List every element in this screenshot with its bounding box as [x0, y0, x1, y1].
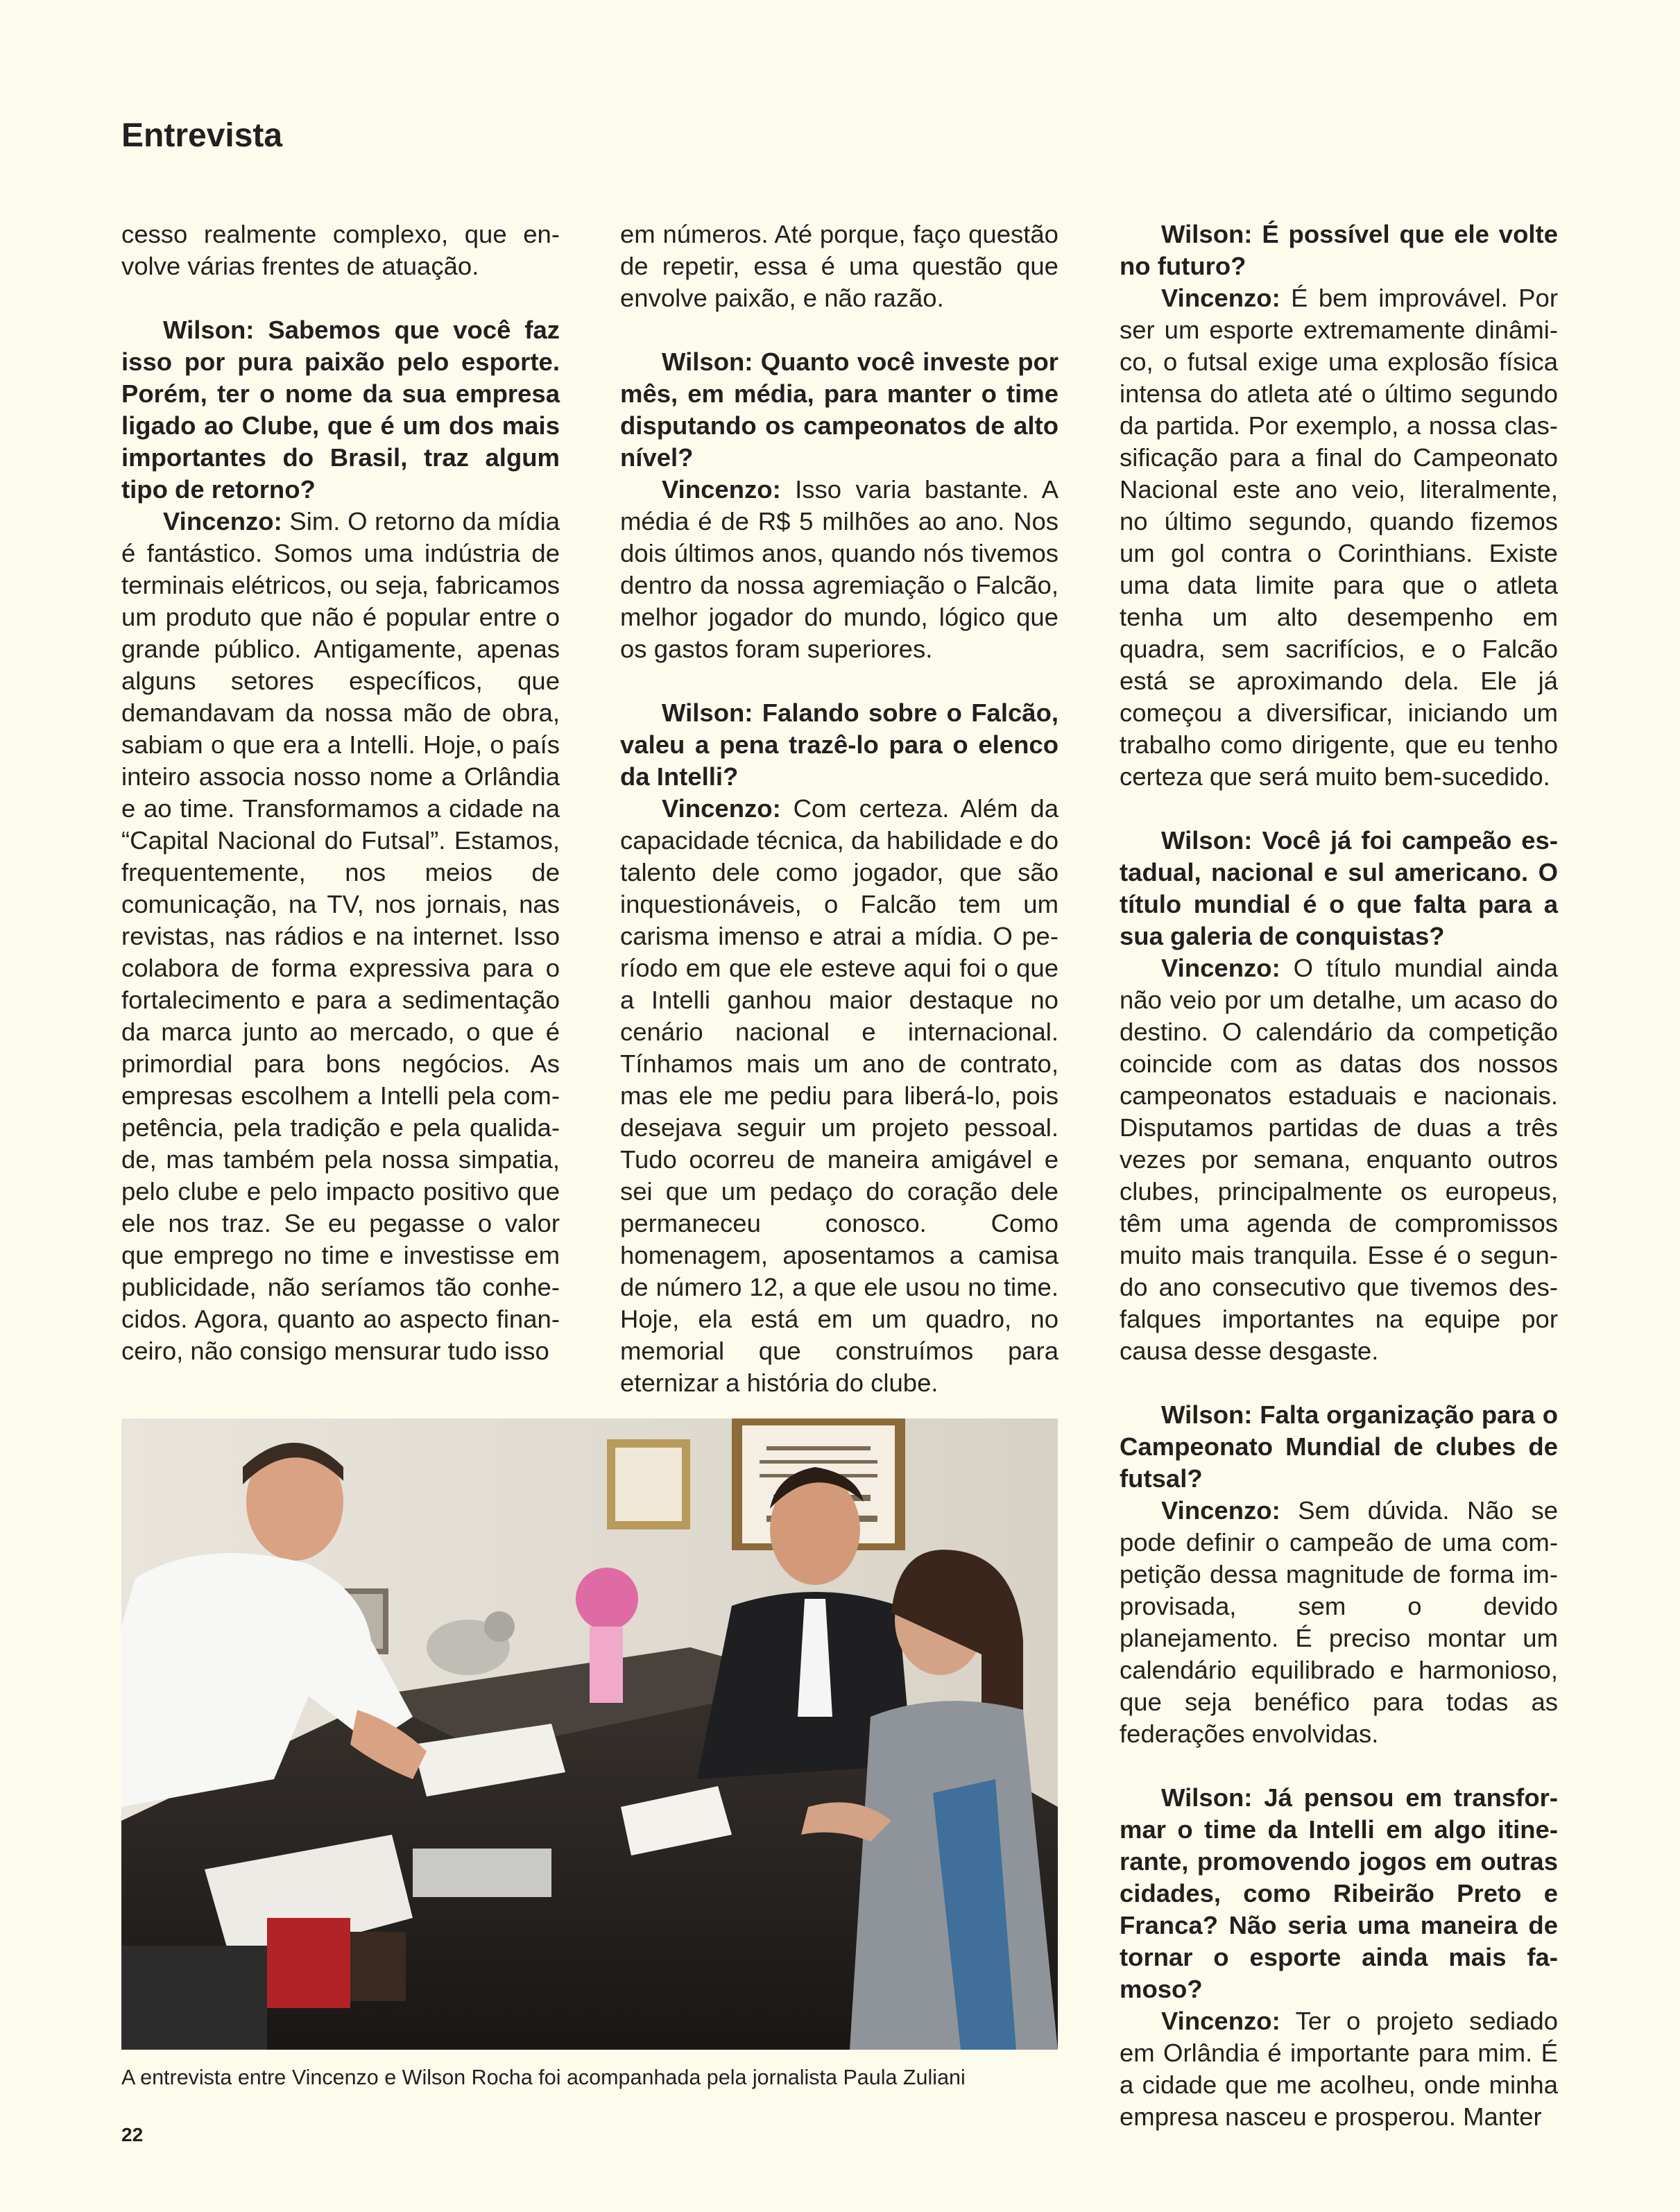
answer-text: Ter o projeto sediado em Orlândia é importante para mim. É a cidade que me acolheu, onde minha empresa nasceu e prosperou. Manter — [1120, 2007, 1558, 2131]
article-column-2 — [620, 218, 1058, 1399]
interview-question: Wilson: Falando sobre o Falcão, valeu a pena trazê-lo para o elenco da Intelli? — [620, 698, 1058, 791]
interview-answer — [620, 793, 1058, 1399]
answer-text: Sim. O retorno da mídia é fantástico. Somos uma indústria de terminais elétricos, ou seja, fabricamos um produto que não é popular entre o grande público. Antigamente, apenas alguns setores específicos, que demandavam da nossa mão de obra, sabiam o que era a Intelli. Hoje, o país inteiro associa nosso nome a Orlândia e ao time. Transformamos a cidade na “Capital Nacional do Futsal”. Estamos, frequentemente, nos meios de comunicação, na TV, nos jornais, nas revistas, nas rádios e na internet. Isso colabora de forma expressiva para o fortalecimento e para a sedimentação da marca junto ao mercado, o que é primordial para bons negócios. As empresas escolhem a Intelli pela competência, pela tradição e pela qualidade, mas também pela nossa simpatia, pelo clube e pelo impacto positivo que ele nos traz. Se eu pegasse o valor que emprego no time e investisse em publicidade, não seríamos tão conhecidos. Agora, quanto ao aspecto financeiro, não consigo mensurar tudo isso — [121, 507, 560, 1365]
interview-question: Wilson: Quanto você investe por mês, em média, para manter o time disputando os campeonatos de alto nível? — [620, 348, 1058, 472]
interview-question: Wilson: Você já foi campeão estadual, nacional e sul americano. O título mundial é o que falta para a sua galeria de conquistas? — [1120, 826, 1558, 950]
interview-answer — [620, 474, 1058, 665]
speaker-label: Vincenzo: — [1161, 2007, 1280, 2035]
section-title: Entrevista — [121, 117, 283, 154]
speaker-label: Vincenzo: — [163, 507, 282, 535]
interview-question: Wilson: Sabemos que você faz isso por pura paixão pelo esporte. Porém, ter o nome da sua empresa ligado ao Clube, que é um dos mais importantes do Brasil, traz algum tipo de retorno? — [121, 316, 560, 504]
interview-answer — [1120, 2005, 1558, 2133]
interview-answer — [1120, 952, 1558, 1367]
page-number: 22 — [121, 2124, 144, 2145]
photo-caption: A entrevista entre Vincenzo e Wilson Rocha foi acompanhada pela jornalista Paula Zuliani — [121, 2066, 966, 2089]
continued-paragraph: em números. Até porque, faço questão de repetir, essa é uma questão que envolve paixão, e não razão. — [620, 220, 1058, 312]
article-column-3 — [1120, 218, 1558, 2133]
speaker-label: Vincenzo: — [662, 794, 781, 823]
answer-text: É bem improvável. Por ser um esporte extremamente dinâmico, o futsal exige uma explosão física intensa do atleta até o último segundo da partida. Por exemplo, a nossa classificação para a final do Campeonato Nacional este ano veio, literalmente, no último segundo, quando fizemos um gol contra o Corinthians. Existe uma data limite para que o atleta tenha um alto desempenho em quadra, sem sacrifícios, e o Falcão está se aproximando dela. Ele já começou a diversificar, iniciando um trabalho como dirigente, que eu tenho certeza que será muito bem-sucedido. — [1120, 284, 1558, 791]
article-column-1 — [121, 218, 560, 1367]
answer-text: O título mundial ainda não veio por um detalhe, um acaso do destino. O calendário da competição coincide com as datas dos nossos campeonatos estaduais e nacionais. Disputamos partidas de duas a três vezes por semana, enquanto outros clubes, principalmente os europeus, têm uma agenda de compromissos muito mais tranquila. Esse é o segundo ano consecutivo que tivemos desfalques importantes na equipe por causa desse desgaste. — [1120, 954, 1558, 1365]
interview-answer — [1120, 282, 1558, 793]
answer-text: Com certeza. Além da capacidade técnica, da habilidade e do talento dele como jogador, que são inquestionáveis, o Falcão tem um carisma imenso e atrai a mídia. O período em que ele esteve aqui foi o que a Intelli ganhou maior destaque no cenário nacional e internacional. Tínhamos mais um ano de contrato, mas ele me pediu para liberá-lo, pois desejava seguir um projeto pessoal. Tudo ocorreu de maneira amigável e sei que um pedaço do coração dele permaneceu conosco. Como homenagem, aposentamos a camisa de número 12, a que ele usou no time. Hoje, ela está em um quadro, no memorial que construímos para eternizar a história do clube. — [620, 794, 1058, 1397]
interview-photo — [121, 1418, 1058, 2050]
interview-question: Wilson: É possível que ele volte no futuro? — [1120, 220, 1558, 280]
speaker-label: Vincenzo: — [1161, 284, 1280, 312]
interview-question: Wilson: Falta organização para o Campeonato Mundial de clubes de futsal? — [1120, 1400, 1558, 1493]
answer-text: Isso varia bastante. A média é de R$ 5 milhões ao ano. Nos dois últimos anos, quando nós tivemos dentro da nossa agremiação o Falcão, melhor jogador do mundo, lógico que os gastos foram superiores. — [620, 475, 1058, 663]
speaker-label: Vincenzo: — [1161, 1496, 1280, 1525]
speaker-label: Vincenzo: — [1161, 954, 1280, 982]
interview-answer — [1120, 1495, 1558, 1750]
interview-question: Wilson: Já pensou em transformar o time da Intelli em algo itinerante, promovendo jogos em outras cidades, como Ribeirão Preto e Franca? Não seria uma maneira de tornar o esporte ainda mais famoso? — [1120, 1783, 1558, 2003]
speaker-label: Vincenzo: — [662, 475, 781, 504]
interview-answer — [121, 506, 560, 1367]
answer-text: Sem dúvida. Não se pode definir o campeão de uma competição dessa magnitude de forma improvisada, sem o devido planejamento. É preciso montar um calendário equilibrado e harmonioso, que seja benéfico para todas as federações envolvidas. — [1120, 1496, 1558, 1748]
continued-paragraph: cesso realmente complexo, que envolve várias frentes de atuação. — [121, 220, 560, 280]
